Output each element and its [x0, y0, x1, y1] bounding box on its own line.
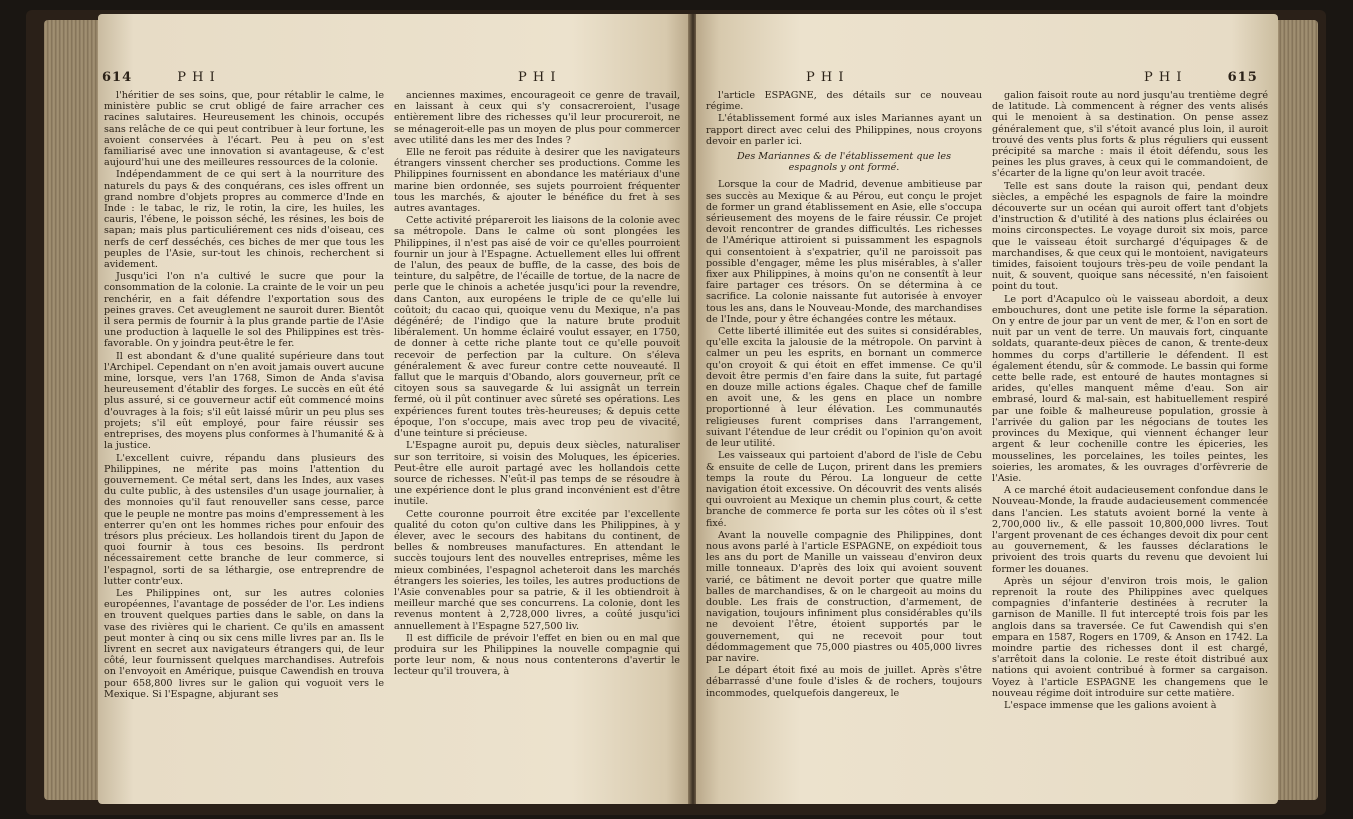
- left-column-2: [394, 90, 680, 679]
- paragraph: Le départ étoit fixé au mois de juillet. Après s'être débarrassé d'une foule d'isles & de rochers, toujours incommodes, quelquefois dangereux, le: [706, 665, 982, 699]
- paragraph: Indépendamment de ce qui sert à la nourriture des naturels du pays & des conquérans, ces isles offrent un grand nombre d'objets propres au commerce d'Inde en Inde : le tabac, le riz, le rotin, la cire, les huiles, les cauris, l'ébene, le poisson séché, les résines, les bois de sapan; mais plus particuliérement ces nids d'oiseau, ces nerfs de cerf desséchés, ces biches de mer que tous les peuples de l'Asie, sur-tout les chinois, recherchent si avidement.: [104, 169, 384, 271]
- page-number: 614: [102, 70, 133, 85]
- left-page-header: [102, 70, 216, 85]
- paragraph: L'établissement formé aux isles Mariannes ayant un rapport direct avec celui des Philippines, nous croyons devoir en parler ici.: [706, 113, 982, 147]
- right-column-2: [992, 90, 1268, 712]
- paragraph: galion faisoit route au nord jusqu'au trentième degré de latitude. Là commencent à régner des vents alisés qui le menoient à sa destination. On pense assez généralement que, s'il s'étoit avancé plus loin, il auroit trouvé des vents plus forts & plus réguliers qui eussent précipité sa marche : mais il étoit défendu, sous les peines les plus graves, à ceux qui le commandoient, de s'écarter de la ligne qu'on leur avoit tracée.: [992, 90, 1268, 180]
- paragraph: A ce marché étoit audacieusement confondue dans le Nouveau-Monde, la fraude audacieusement commencée dans l'ancien. Les statuts avoient borné la vente à 2,700,000 liv., & elle passoit 10,800,000 livres. Tout l'argent provenant de ces échanges devoit dix pour cent au gouvernement, & les fausses déclarations le privoient des trois quarts du revenu que devoient lui former les douanes.: [992, 485, 1268, 575]
- paragraph: Telle est sans doute la raison qui, pendant deux siècles, a empêché les espagnols de faire la moindre découverte sur un océan qui auroit offert tant d'objets d'instruction & d'utilité à des nations plus éclairées ou moins circonspectes. Le voyage duroit six mois, parce que le vaisseau étoit surchargé d'équipages & de marchandises, & que ceux qui le montoient, navigateurs timides, faisoient toujours très-peu de voile pendant la nuit, & souvent, quoique sans nécessité, n'en faisoient point du tout.: [992, 180, 1268, 293]
- right-page: [696, 14, 1278, 804]
- right-column-1: [706, 90, 982, 700]
- paragraph: L'espace immense que les galions avoient à: [1004, 699, 1217, 711]
- paragraph: Avant la nouvelle compagnie des Philippines, dont nous avons parlé à l'article ESPAGNE, on expédioit tous les ans du port de Manille un vaisseau d'environ deux mille tonneaux. D'après des loix qui avoient souvent varié, ce bâtiment ne devoit porter que quatre mille balles de marchandises, & on le chargeoit au moins du double. Les frais de construction, d'armement, de navigation, toujours infiniment plus considérables qu'ils ne devoient l'être, étoient supportés par le gouvernement, qui ne recevoit pour tout dédommagement que 75,000 piastres ou 405,000 livres par navire.: [706, 529, 982, 664]
- running-head: P H I: [177, 70, 216, 85]
- paragraph: Le port d'Acapulco où le vaisseau abordoit, a deux embouchures, dont une petite isle forme la séparation. On y entre de jour par un vent de mer, & l'on en sort de nuit par un vent de terre. Un mauvais fort, cinquante soldats, quarante-deux pièces de canon, & trente-deux hommes du corps d'artillerie le défendent. Il est également étendu, sûr & commode. Le bassin qui forme cette belle rade, est entouré de hautes montagnes si arides, qu'elles manquent même d'eau. Son air embrasé, lourd & mal-sain, est habituellement respiré par une foible & malheureuse population, grossie à l'arrivée du galion par les négocians de toutes les provinces du Mexique, qui viennent échanger leur argent & leur cochenille contre les épiceries, les mousselines, les porcelaines, les toiles peintes, les soieries, les aromates, & les ouvrages d'orfèvrerie de l'Asie.: [992, 293, 1268, 484]
- left-page: [98, 14, 690, 804]
- paragraph: l'héritier de ses soins, que, pour rétablir le calme, le ministère public se crut obligé de faire arracher ces racines salutaires. Heureusement les chinois, occupés sans relâche de ce qui peut contribuer à leur fortune, les avoient conservées à l'écart. Peu à peu on s'est familiarisé avec une innovation si avantageuse, & c'est aujourd'hui une des meilleures ressources de la colonie.: [104, 90, 384, 169]
- paragraph: Cette couronne pourroit être excitée par l'excellente qualité du coton qu'on cultive dans les Philippines, à y élever, avec le secours des habitans du continent, de belles & nombreuses manufactures. En attendant le succès toujours lent des nouvelles entreprises, même les mieux combinées, l'espagnol acheteroit dans les marchés étrangers les soieries, les toiles, les autres productions de l'Asie convenables pour sa patrie, & il les obtiendroit à meilleur marché que ses concurrens. La colonie, dont les revenus montent à 2,728,000 livres, a coûté jusqu'ici annuellement à l'Espagne 527,500 liv.: [394, 508, 680, 632]
- section-title: Des Mariannes & de l'établissement que les espagnols y ont formé.: [736, 151, 952, 174]
- running-head: P H I: [1144, 70, 1183, 85]
- paragraph: Les Philippines ont, sur les autres colonies européennes, l'avantage de posséder de l'or. Les indiens en trouvent quelques parties dans le sable, on dans la vase des rivières qui le charient. Ce qu'ils en amassent peut monter à cinq ou six cens mille livres par an. Ils le livrent en secret aux navigateurs étrangers qui, de leur côté, leur fournissent quelques marchandises. Autrefois on l'envoyoit en Amérique, puisque Cawendish en trouva pour 658,800 livres sur le galion qui voguoit vers le Mexique. Si l'Espagne, abjurant ses: [104, 587, 384, 700]
- paragraph: Cette activité prépareroit les liaisons de la colonie avec sa métropole. Dans le calme où sont plongées les Philippines, il n'est pas aisé de voir ce qu'elles pourroient fournir un jour à l'Espagne. Actuellement elles lui offrent de l'alun, des peaux de buffle, de la casse, des bois de teinture, du salpêtre, de l'écaille de tortue, de la nacre de perle que le chinois a achetée jusqu'ici pour la revendre, dans Canton, aux européens le triple de ce qu'elle lui coûtoit; du cacao qui, quoique venu du Mexique, n'a pas dégénéré; de l'indigo que la nature brute produit libéralement. Un homme éclairé voulut essayer, en 1750, de donner à cette riche plante tout ce qu'elle pouvoit recevoir de perfection par la culture. On s'éleva généralement & avec fureur contre cette nouveauté. Il fallut que le marquis d'Obando, alors gouverneur, prît ce citoyen sous sa sauvegarde & lui assignât un terrein fermé, où il pût continuer avec sûreté ses opérations. Les expériences furent toutes très-heureuses; & depuis cette époque, l'on s'occupe, mais avec trop peu de vivacité, d'une teinture si précieuse.: [394, 215, 680, 440]
- paragraph: l'article ESPAGNE, des détails sur ce nouveau régime.: [706, 90, 982, 113]
- paragraph: Les vaisseaux qui partoient d'abord de l'isle de Cebu & ensuite de celle de Luçon, prirent dans les premiers temps la route du Pérou. La longueur de cette navigation étoit excessive. On découvrit des vents alisés qui ouvroient au Mexique un chemin plus court, & cette branche de commerce fe porta sur les côtes où il s'est fixé.: [706, 450, 982, 529]
- page-number: 615: [1227, 70, 1258, 85]
- running-head: P H I: [806, 70, 845, 85]
- paragraph: Elle ne feroit pas réduite à desirer que les navigateurs étrangers vinssent chercher ses productions. Comme les Philippines fournissent en abondance les matériaux d'une marine bien ordonnée, ses sujets pourroient fréquenter tous les marchés, & ajouter le bénéfice du fret à ses autres avantages.: [394, 147, 680, 215]
- paragraph: Lorsque la cour de Madrid, devenue ambitieuse par ses succès au Mexique & au Pérou, eut conçu le projet de former un grand établissement en Asie, elle s'occupa sérieusement des moyens de le faire réussir. Ce projet devoit rencontrer de grandes difficultés. Les richesses de l'Amérique attiroient si puissamment les espagnols qui consentoient à s'expatrier, qu'il ne paroissoit pas possible d'engager, même les plus misérables, à s'aller fixer aux Philippines, à moins qu'on ne consentît à leur faire partager ces trésors. On se détermina à ce sacrifice. La colonie naissante fut autorisée à envoyer tous les ans, dans le Nouveau-Monde, des marchandises de l'Inde, pour y être échangées contre les métaux.: [706, 179, 982, 325]
- paragraph: Il est difficile de prévoir l'effet en bien ou en mal que produira sur les Philippines la nouvelle compagnie qui porte leur nom, & nous nous contenterons d'avertir le lecteur qu'il trouvera, à: [394, 632, 680, 678]
- running-head: P H I: [518, 70, 557, 85]
- paragraph: L'Espagne auroit pu, depuis deux siècles, naturaliser sur son territoire, si voisin des Moluques, les épiceries. Peut-être elle auroit partagé avec les hollandois cette source de richesses. N'eût-il pas temps de se résoudre à une expérience dont le plus grand inconvénient est d'être inutile.: [394, 440, 680, 508]
- paragraph: L'excellent cuivre, répandu dans plusieurs des Philippines, ne mérite pas moins l'attention du gouvernement. Ce métal sert, dans les Indes, aux vases du culte public, à des ustensiles d'un usage journalier, à des monnoies qu'il faut renouveller sans cesse, parce que le peuple ne montre pas moins d'empressement à les enterrer qu'en ont les hommes riches pour enfouir des trésors plus précieux. Les hollandois tirent du Japon de quoi fournir à tous ces besoins. Ils perdront nécessairement cette branche de leur commerce, si l'espagnol, sorti de sa léthargie, ose entreprendre de lutter contr'eux.: [104, 452, 384, 587]
- right-page-edges: [1272, 20, 1318, 800]
- left-page-edges: [44, 20, 104, 800]
- paragraph: Après un séjour d'environ trois mois, le galion reprenoit la route des Philippines avec quelques compagnies d'infanterie destinées à recruter la garnison de Manille. Il fut intercepté trois fois par les anglois dans sa traversée. Ce fut Cawendish qui s'en empara en 1587, Rogers en 1709, & Anson en 1742. La moindre partie des richesses dont il est chargé, s'arrêtoit dans la colonie. Le reste étoit distribué aux nations qui avoient contribué à former sa cargaison. Voyez à l'article ESPAGNE les changemens que le nouveau régime doit introduire sur cette matière.: [992, 575, 1268, 699]
- paragraph: Cette liberté illimitée eut des suites si considérables, qu'elle excita la jalousie de la métropole. On parvint à calmer un peu les esprits, en bornant un commerce qu'on croyoit & qui étoit en effet immense. Ce qu'il devoit être permis d'en faire dans la suite, fut partagé en douze mille actions égales. Chaque chef de famille en avoit une, & les gens en place un nombre proportionné à leur élévation. Les communautés religieuses furent comprises dans l'arrangement, suivant l'étendue de leur crédit ou l'opinion qu'on avoit de leur utilité.: [706, 326, 982, 450]
- right-page-header: [1144, 70, 1258, 85]
- paragraph: Il est abondant & d'une qualité supérieure dans tout l'Archipel. Cependant on n'en avoit jamais ouvert aucune mine, lorsque, vers l'an 1768, Simon de Anda s'avisa heureusement d'établir des forges. Le succès en eût été plus assuré, si ce gouverneur actif eût commencé moins d'ouvrages à la fois; s'il eût laissé mûrir un peu plus ses projets; s'il eût employé, pour faire réussir ses entreprises, des moyens plus conformes à l'humanité & à la justice.: [104, 350, 384, 452]
- paragraph: Jusqu'ici l'on n'a cultivé le sucre que pour la consommation de la colonie. La crainte de le voir un peu renchérir, en a fait défendre l'exportation sous des peines graves. Cet aveuglement ne sauroit durer. Bientôt il sera permis de fournir à la plus grande partie de l'Asie une production à laquelle le sol des Philippines est très-favorable. On y joindra peut-être le fer.: [104, 271, 384, 350]
- left-column-1: [104, 90, 384, 701]
- paragraph: anciennes maximes, encourageoit ce genre de travail, en laissant à ceux qui s'y consacreroient, l'usage entièrement libre des richesses qu'il leur procureroit, ne se ménageroit-elle pas un moyen de plus pour commercer avec utilité dans les mer des Indes ?: [394, 90, 680, 146]
